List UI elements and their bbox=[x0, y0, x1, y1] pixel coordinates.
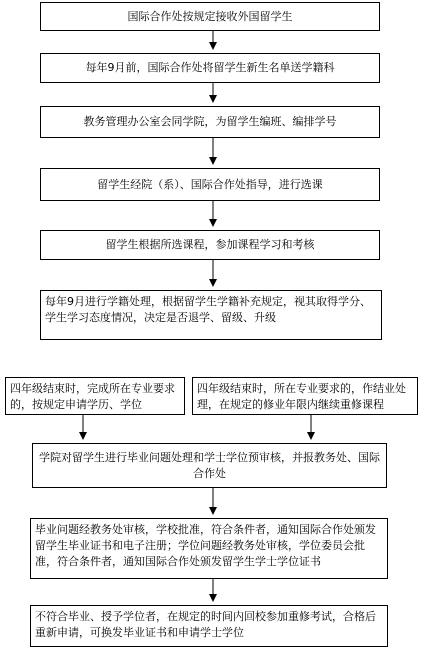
step-approval-text: 毕业问题经教务处审核，学校批准，符合条件者，通知国际合作处颁发留学生毕业证书和电子注册；学位问题经教务处审核，学位委员会批准，符合条件者，通知国际合作处颁发留学生学士学位证书 bbox=[35, 523, 376, 568]
step-study-exam bbox=[40, 230, 380, 260]
step-retake bbox=[30, 605, 388, 647]
step-course-selection bbox=[40, 168, 380, 201]
step-course-selection-text: 留学生经院（系）、国际合作处指导，进行选课 bbox=[97, 177, 323, 191]
branch-incomplete bbox=[192, 377, 418, 415]
step-status-processing bbox=[40, 290, 382, 340]
step-receive bbox=[40, 2, 380, 31]
step-assign-class-text: 教务管理办公室会同学院，为留学生编班、编排学号 bbox=[83, 115, 337, 128]
step-preliminary-review bbox=[32, 443, 387, 488]
branch-complete bbox=[5, 377, 185, 415]
step-preliminary-review-text: 学院对留学生进行毕业问题处理和学士学位预审核，并报教务处、国际合作处 bbox=[39, 450, 380, 480]
step-study-exam-text: 留学生根据所选课程，参加课程学习和考核 bbox=[105, 238, 315, 251]
step-send-list bbox=[40, 53, 380, 83]
step-retake-text: 不符合毕业、授予学位者，在规定的时间内回校参加重修考试，合格后重新申请，可换发毕业证书和申请学士学位 bbox=[35, 610, 376, 639]
step-assign-class bbox=[40, 106, 380, 138]
step-send-list-text: 每年9月前，国际合作处将留学生新生名单送学籍科 bbox=[85, 61, 335, 74]
step-receive-text: 国际合作处按规定接收外国留学生 bbox=[127, 9, 293, 23]
branch-incomplete-text: 四年级结束时，所在专业要求的，作结业处理，在规定的修业年限内继续重修课程 bbox=[197, 382, 406, 411]
step-status-processing-text: 每年9月进行学籍处理，根据留学生学籍补充规定，视其取得学分、学生学习态度情况，决定是否退学、留级、升级 bbox=[45, 295, 371, 324]
branch-complete-text: 四年级结束时，完成所在专业要求的，按规定申请学历、学位 bbox=[10, 382, 175, 411]
step-approval bbox=[30, 518, 388, 579]
